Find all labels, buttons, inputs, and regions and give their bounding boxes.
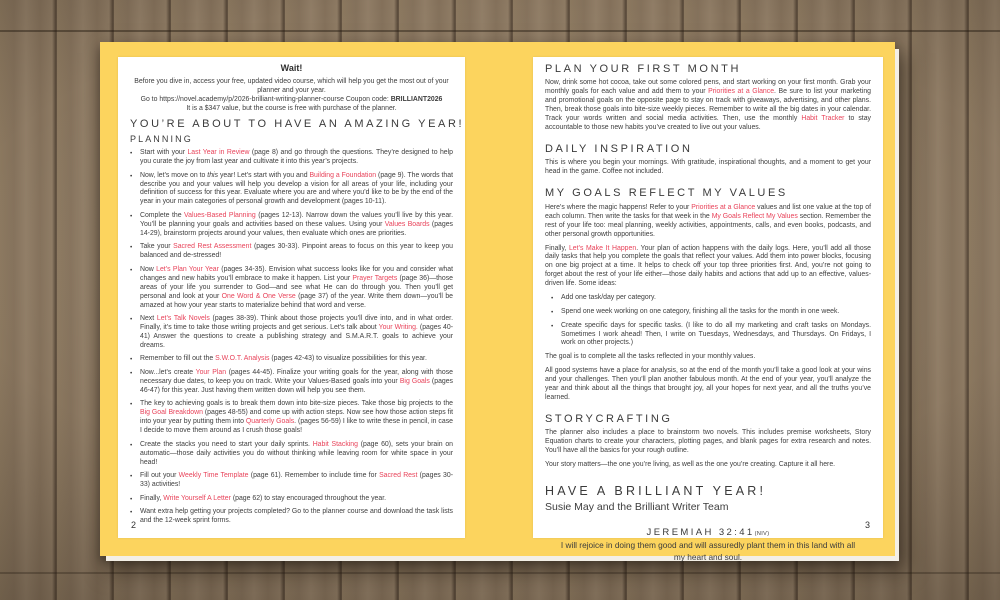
notice-intro: Before you dive in, access your free, updated video course, which will help you get the most out of your planner and your year. (134, 77, 449, 94)
bullet-text: Now, let’s move on to this year! Let’s start with you and Building a Foundation (page 9). The words that describe you and your values will help you develop a vision for all areas of your life, including your definition of success for this year. Evaluate where you are and where you’d like to be by the end of the year in your main categories of personal growth and development (pages 10-11). (140, 171, 453, 206)
bullet-text: Finally, Write Yourself A Letter (page 62) to stay encouraged throughout the year. (140, 494, 387, 502)
bullet-marker: • (130, 212, 133, 220)
closing-signature: Susie May and the Brilliant Writer Team (545, 501, 729, 514)
verse-translation: (NIV) (754, 530, 770, 537)
verse-block (545, 527, 871, 564)
bullet-marker: • (130, 172, 133, 180)
bullet-item (545, 308, 871, 317)
bullet-marker: • (551, 295, 554, 303)
bullet-marker: • (130, 356, 133, 364)
bullet-text: Create specific days for specific tasks. (I like to do all my marketing and craft tasks on Mondays. Sometimes I work ahead! Then, I write on Tuesdays, Wednesdays, and Thursdays. On Fridays, I work on other projects.) (561, 321, 871, 347)
bullet-marker: • (551, 322, 554, 330)
page-left-content (130, 117, 465, 526)
bullet-item (130, 355, 453, 364)
bullet-item (545, 322, 871, 349)
bullet-text: Create the stacks you need to start your daily sprints. Habit Stacking (page 60), sets your brain on automatic—those daily activities you do without thinking while leaving room for white space in your head! (140, 440, 454, 466)
bullet-item (130, 508, 453, 526)
paragraph: All good systems have a place for analysis, so at the end of the month you’ll take a good look at your wins and your challenges. Then you’ll plan another fabulous month. At the end of your year, you’ll analyze the year and think about all the things that brought joy, all your hopes for next year, and all the truths you’ve learned. (545, 366, 871, 401)
bullet-marker: • (551, 308, 554, 316)
bullet-marker: • (130, 370, 133, 378)
paragraph: Now, drink some hot cocoa, take out some colored pens, and start working on your first month. Grab your monthly goals for each value and add them to your Priorities at a Glance. Be sure to list your marketing and promotional goals on the opposite page to stay on track with giveaways, advertising, and other plans. Then, break those goals into bite-size weekly pieces. Remember to write all the big dates in your calendar. Track your words written and social media activities. Then, use the monthly Habit Tracker to stay accountable to those new habits you’ve created to live out your values. (545, 79, 871, 132)
bullet-item (130, 212, 453, 239)
notice-coupon-line: Go to https://novel.academy/p/2026-brilliant-writing-planner-course Coupon code: BRILLIANT2026 (140, 95, 443, 103)
bullet-item (130, 149, 453, 167)
bullet-marker: • (130, 150, 133, 158)
section-heading: PLANNING (130, 134, 193, 145)
verse-text: I will rejoice in doing them good and will assuredly plant them in this land with all my heart and soul. (560, 540, 856, 562)
page-right-content (545, 62, 871, 470)
bullet-item (130, 266, 453, 311)
notice-title: Wait! (280, 63, 303, 73)
page-number: 2 (131, 520, 137, 531)
paragraph: The goal is to complete all the tasks reflected in your monthly values. (545, 352, 756, 360)
bullet-text: Fill out your Weekly Time Template (page 61). Remember to include time for Sacred Rest (pages 30-33) activities! (140, 472, 453, 489)
paragraph: This is where you begin your mornings. With gratitude, inspirational thoughts, and a moment to get your head in the game. Coffee not included. (545, 159, 871, 176)
section-heading: MY GOALS REFLECT MY VALUES (545, 187, 788, 200)
bullet-text: Now Let’s Plan Your Year (pages 34-35). Envision what success looks like for you and consider what changes and new habits you’ll embrace to make it happen. List your Prayer Targets (page 36)—those areas of your life you surrender to God—and see what He can do through you. Then you’ll get personal and look at your One Word & One Verse (page 37) of the year. Write them down—you’ll be amazed at how your year starts to materialize behind that word and verse. (140, 265, 454, 309)
paragraph: Here’s where the magic happens! Refer to your Priorities at a Glance values and list one value at the top of each column. Then write the tasks for that week in the My Goals Reflect My Values section. Remember the rest of your life too: meal planning, weekly activities, appointments, calls, and even books, podcasts, and other personal growth opportunities. (545, 203, 871, 238)
page-left (118, 57, 465, 538)
bullet-item (130, 400, 453, 436)
bullet-item (545, 294, 871, 303)
paragraph: The planner also includes a place to brainstorm two novels. This includes premise worksheets, Story Equation charts to create your characters, plotting pages, and blank pages for extra research and notes. You’ll have all the basics for your rough outline. (545, 429, 871, 455)
bullet-text: Start with your Last Year in Review (page 8) and go through the questions. They’re designed to help you curate the joy from last year and cultivate it into this year’s projects. (140, 149, 453, 166)
bullet-item (130, 441, 453, 468)
notice-block (134, 63, 450, 113)
bullet-text: Now...let’s create Your Plan (pages 44-45). Finalize your writing goals for the year, along with those necessary due dates, to keep you on track. Write your Values-Based goals into your Big Goals (pages 46-47) for this year. Just having them written down will help you see them. (140, 369, 454, 395)
paragraph: Finally, Let’s Make It Happen. Your plan of action happens with the daily logs. Here, you’ll add all those daily tasks that help you complete the goals that reflect your values. Add them into power blocks, focusing on one big project at a time. It helps to check off your top three priorities first. And, you’re not going to forget about the rest of your life either—those daily habits and actions that add up to an effective, values-driven life. Some ideas: (545, 244, 871, 288)
bullet-text: Next Let’s Talk Novels (pages 38-39). Think about those projects you’ll dive into, and in what order. Finally, it’s time to take those writing projects and get serious. Let’s talk about Your Writing. (pages 40-41) Answer the questions to create a publishing strategy and S.M.A.R.T. goals to achieve your dreams. (140, 315, 453, 350)
page-number: 3 (864, 520, 870, 531)
verse-reference: JEREMIAH 32:41(NIV) (646, 526, 770, 538)
notice-value-line: It is a $347 value, but the course is free with purchase of the planner. (186, 105, 397, 113)
bullet-text: The key to achieving goals is to break them down into bite-size pieces. Take those big projects to the Big Goal Breakdown (pages 48-55) and come up with action steps. Now see how those action steps fit into your year by putting them into Quarterly Goals. (pages 56-59) I like to write these in pencil, in case I decide to move them around as I crush those goals! (140, 400, 453, 435)
bullet-marker: • (130, 316, 133, 324)
bullet-marker: • (130, 401, 133, 409)
bullet-text: Add one task/day per category. (561, 294, 656, 302)
bullet-marker: • (130, 441, 133, 449)
section-heading: PLAN YOUR FIRST MONTH (545, 63, 741, 75)
bullet-text: Want extra help getting your projects completed? Go to the planner course and download the task lists and the 12-week sprint forms. (140, 508, 453, 525)
page-right (533, 57, 883, 562)
bullet-text: Take your Sacred Rest Assessment (pages 30-33). Pinpoint areas to focus on this year to keep you balanced and de-stressed! (140, 243, 453, 260)
bullet-item (130, 315, 453, 351)
bullet-item (130, 172, 453, 208)
bullet-marker: • (130, 266, 133, 274)
bullet-marker: • (130, 473, 133, 481)
paragraph: Your story matters—the one you’re living, as well as the one you’re creating. Capture it all here. (545, 461, 836, 468)
bullet-item (130, 495, 453, 504)
bullet-text: Remember to fill out the S.W.O.T. Analysis (pages 42-43) to visualize possibilities for this year. (140, 355, 427, 363)
bullet-text: Spend one week working on one category, finishing all the tasks for the month in one week. (561, 307, 840, 315)
bullet-item (130, 243, 453, 261)
closing-title: HAVE A BRILLIANT YEAR! (545, 483, 767, 498)
bullet-text: Complete the Values-Based Planning (pages 12-13). Narrow down the values you’ll live by this year. You’ll be planning your goals and activities based on these values. Using your Values Boards (pages 14-29), brainstorm projects around your values, then evaluate which ones are priorities. (140, 211, 453, 237)
bullet-marker: • (130, 244, 133, 252)
section-heading: STORYCRAFTING (545, 412, 673, 425)
bullet-item (130, 472, 453, 490)
section-heading: YOU’RE ABOUT TO HAVE AN AMAZING YEAR! (130, 118, 465, 131)
bullet-item (130, 369, 453, 396)
section-heading: DAILY INSPIRATION (545, 143, 693, 156)
planner-spread (100, 42, 895, 562)
bullet-marker: • (130, 509, 133, 517)
bullet-marker: • (130, 495, 133, 503)
